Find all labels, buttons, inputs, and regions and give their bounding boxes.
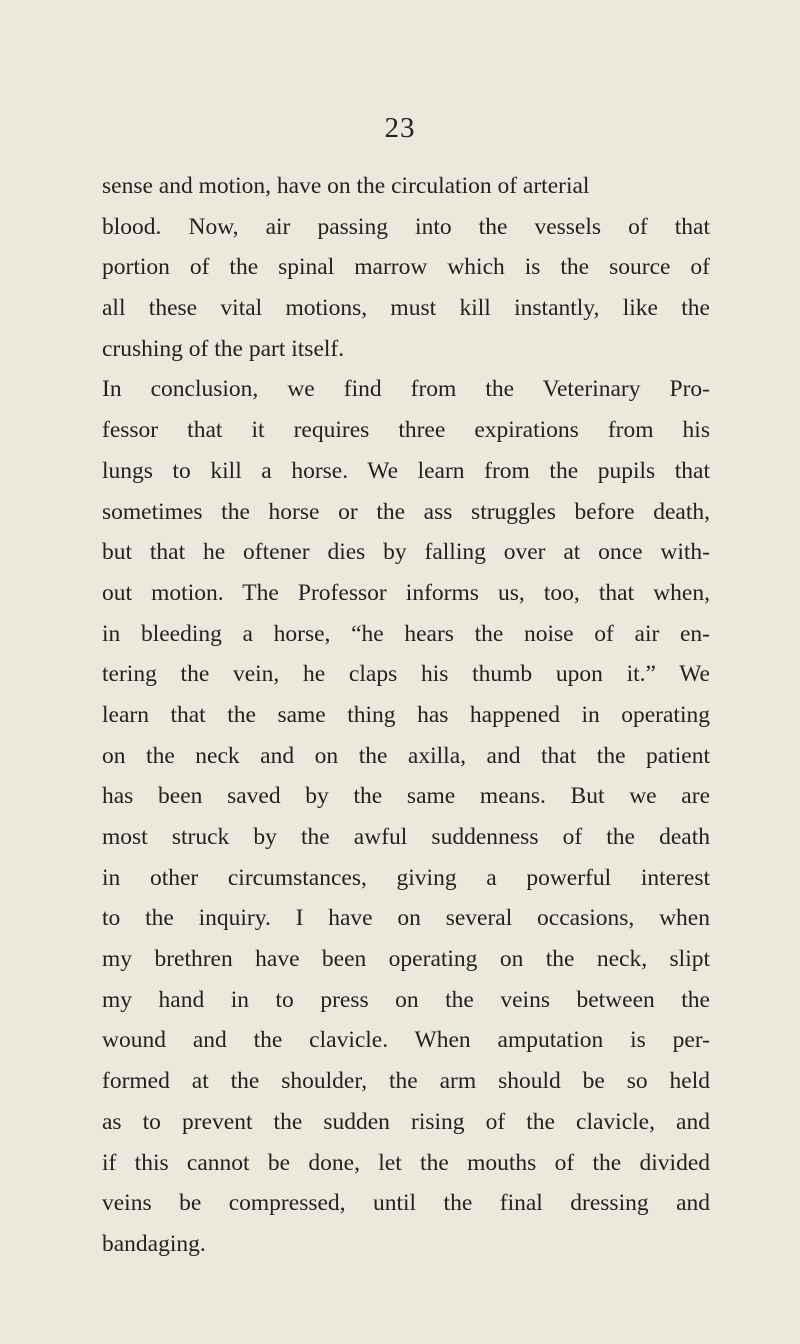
text-line: sometimes the horse or the ass struggles before death, (102, 498, 710, 525)
body-text (102, 166, 710, 1265)
text-line: my hand in to press on the veins between the (102, 986, 710, 1013)
text-line: on the neck and on the axilla, and that the patient (102, 742, 710, 769)
text-line: as to prevent the sudden rising of the clavicle, and (102, 1108, 710, 1135)
text-line: lungs to kill a horse. We learn from the pupils that (102, 457, 710, 484)
text-line: to the inquiry. I have on several occasions, when (102, 905, 710, 932)
text-line: in bleeding a horse, “he hears the noise of air en- (102, 620, 710, 647)
text-line: most struck by the awful suddenness of the death (102, 824, 710, 850)
text-line: wound and the clavicle. When amputation is per- (102, 1027, 710, 1054)
text-line: crushing of the part itself. (102, 335, 345, 362)
text-line: veins be compressed, until the final dressing and (102, 1190, 710, 1217)
text-line: but that he oftener dies by falling over at once with- (102, 539, 710, 566)
text-line: my brethren have been operating on the neck, slipt (102, 946, 710, 973)
text-line: has been saved by the same means. But we are (102, 783, 710, 810)
text-line: bandaging. (102, 1230, 206, 1257)
text-line: tering the vein, he claps his thumb upon it.” We (102, 661, 710, 688)
text-line: fessor that it requires three expirations from his (102, 417, 710, 444)
text-line: sense and motion, have on the circulation of arterial (102, 173, 590, 199)
text-line: learn that the same thing has happened in operating (102, 701, 710, 728)
text-line: in other circumstances, giving a powerful interest (102, 864, 710, 891)
text-line: all these vital motions, must kill instantly, like the (102, 295, 710, 322)
text-line: In conclusion, we find from the Veterinary Pro- (102, 376, 710, 403)
text-line: blood. Now, air passing into the vessels of that (102, 213, 710, 240)
text-line: out motion. The Professor informs us, too, that when, (102, 579, 710, 606)
text-line: portion of the spinal marrow which is the source of (102, 254, 710, 281)
page-number: 23 (384, 112, 416, 144)
text-line: formed at the shoulder, the arm should be so held (102, 1068, 710, 1095)
text-line: if this cannot be done, let the mouths of the divided (102, 1149, 710, 1176)
